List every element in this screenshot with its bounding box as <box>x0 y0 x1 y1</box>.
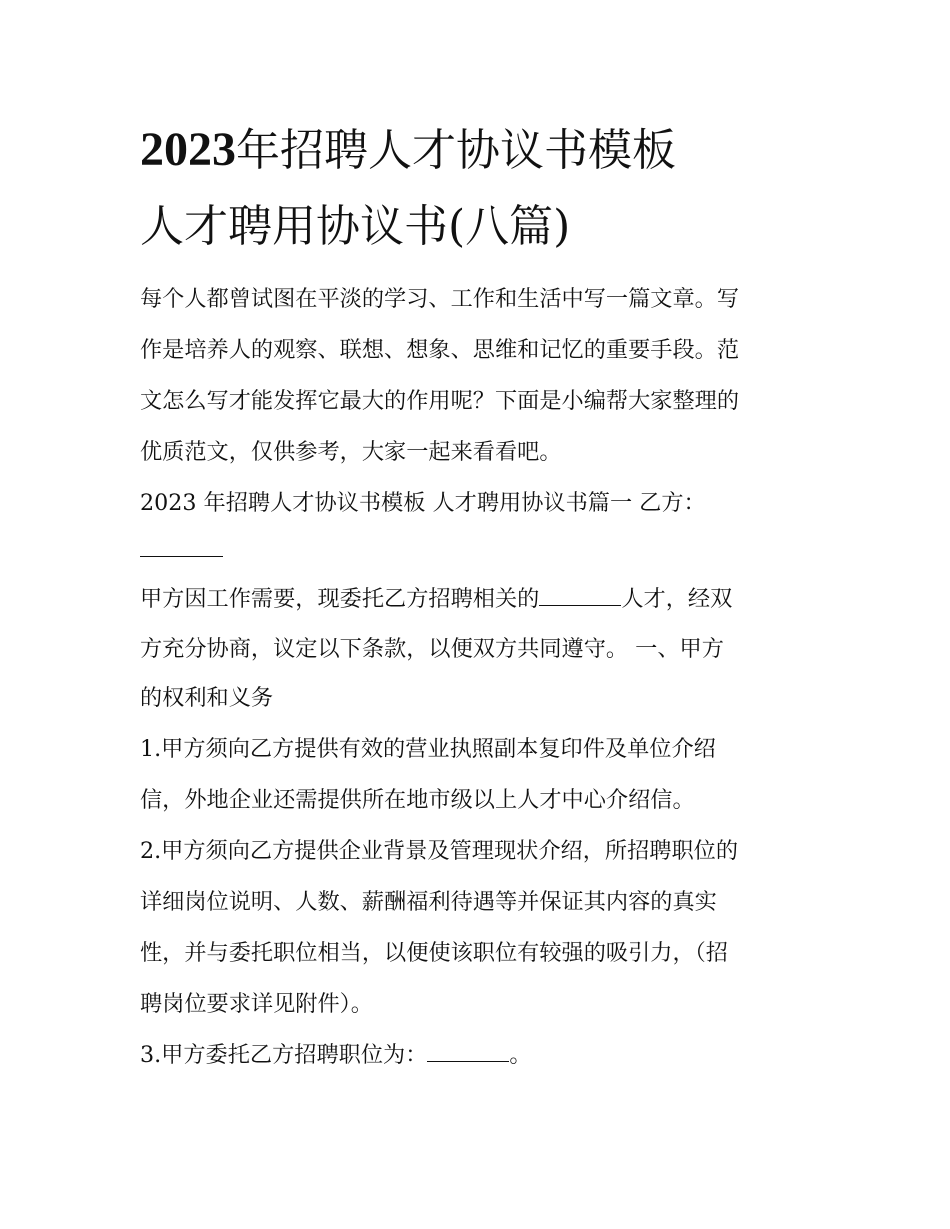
item-2-line-1: 2.甲方须向乙方提供企业背景及管理现状介绍，所招聘职位的 <box>140 838 739 864</box>
document-title-line-1 <box>140 123 676 176</box>
party-b-blank <box>140 556 223 557</box>
item-1-line-2: 信，外地企业还需提供所在地市级以上人才中心介绍信。 <box>140 787 695 813</box>
document-title-line-2: 人才聘用协议书(八篇) <box>140 201 571 252</box>
section-one-heading: 的权利和义务 <box>140 685 274 711</box>
talent-blank <box>539 604 621 606</box>
title-line-1-text: 年招聘人才协议书模板 <box>236 125 676 176</box>
item-2-line-3: 性，并与委托职位相当，以便使该职位有较强的吸引力，（招 <box>140 940 728 966</box>
body-line-1-end: 人才，经双 <box>621 586 733 612</box>
body-line-1 <box>140 588 815 610</box>
body-line-2: 方充分协商，议定以下条款，以便双方共同遵守。 一、甲方 <box>140 636 724 662</box>
item-3-end: 。 <box>509 1042 532 1068</box>
body-line-1-start: 甲方因工作需要，现委托乙方招聘相关的 <box>140 586 540 612</box>
item-3-text: 3.甲方委托乙方招聘职位为： <box>140 1042 428 1068</box>
title-year: 2023 <box>140 123 236 176</box>
item-2-line-4: 聘岗位要求详见附件）。 <box>140 991 373 1017</box>
intro-line-1: 每个人都曾试图在平淡的学习、工作和生活中写一篇文章。写 <box>140 286 740 312</box>
item-3-line-1 <box>140 1044 815 1066</box>
section-heading-line: 2023 年招聘人才协议书模板 人才聘用协议书篇一 乙方： <box>140 490 706 516</box>
intro-line-4: 优质范文，仅供参考，大家一起来看看吧。 <box>140 439 562 465</box>
position-blank <box>427 1060 509 1062</box>
intro-line-2: 作是培养人的观察、联想、想象、思维和记忆的重要手段。范 <box>140 337 740 363</box>
intro-line-3: 文怎么写才能发挥它最大的作用呢？下面是小编帮大家整理的 <box>140 388 740 414</box>
item-1-line-1: 1.甲方须向乙方提供有效的营业执照副本复印件及单位介绍 <box>140 736 716 762</box>
item-2-line-2: 详细岗位说明、人数、薪酬福利待遇等并保证其内容的真实 <box>140 889 717 915</box>
